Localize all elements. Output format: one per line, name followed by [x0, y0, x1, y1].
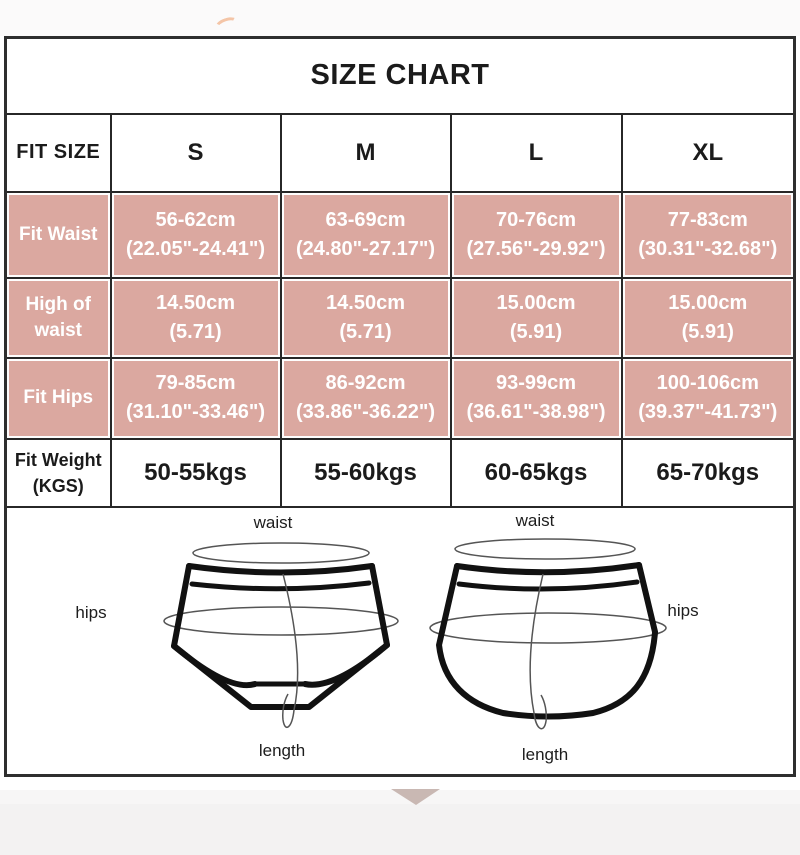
corner-fold-artifact	[391, 789, 440, 805]
cell-line-inch: (22.05"-24.41")	[125, 237, 266, 260]
fit-hips-cell-s	[111, 358, 281, 439]
left-hips-ellipse	[164, 607, 398, 635]
brief-style-panty-diagram	[164, 543, 398, 727]
chart-title: SIZE CHART	[6, 38, 795, 114]
cell-line-kgs: 65-70kgs	[656, 459, 760, 486]
fit-weight-cell-l	[451, 439, 622, 507]
cell-line-kgs: 50-55kgs	[144, 459, 247, 486]
cell-line-inch: (36.61"-38.98")	[466, 401, 606, 423]
fit-hips-cell-l	[451, 358, 622, 439]
high-of-waist-cell-m	[281, 278, 451, 358]
cell-line-inch: (39.37"-41.73")	[638, 401, 778, 423]
row-label: Fit Hips	[23, 387, 94, 408]
diagram-row	[6, 507, 795, 776]
size-header-s: S	[111, 114, 281, 192]
high-of-waist-cell-l	[451, 278, 622, 358]
cell-line-inch: (27.56"-29.92")	[466, 237, 606, 260]
boyshort-style-panty-diagram	[430, 539, 666, 729]
cell-line-cm: 14.50cm	[156, 291, 235, 314]
cell-line-cm: 63-69cm	[325, 208, 406, 231]
size-header-row	[6, 114, 795, 192]
cell-line-cm: 56-62cm	[155, 208, 236, 231]
cell-line-cm: 77-83cm	[667, 208, 748, 231]
size-chart-table	[4, 36, 796, 777]
fit-waist-cell-m	[281, 192, 451, 278]
right-waistband-top	[457, 565, 639, 572]
fit-waist-cell-xl	[622, 192, 795, 278]
measurement-diagram-cell	[6, 507, 795, 776]
fit-weight-row	[6, 439, 795, 507]
underwear-measurement-drawing	[7, 508, 793, 774]
high-of-waist-cell-xl	[622, 278, 795, 358]
cell-line-inch: (5.91)	[681, 320, 734, 343]
cell-line-inch: (5.91)	[509, 320, 563, 343]
fit-hips-label-cell	[6, 358, 111, 439]
fit-waist-cell-s	[111, 192, 281, 278]
cell-line-cm: 15.00cm	[668, 291, 748, 314]
fit-weight-cell-m	[281, 439, 451, 507]
left-waist-ellipse	[193, 543, 369, 563]
left-waistband-top	[189, 566, 372, 573]
high-of-waist-cell-s	[111, 278, 281, 358]
title-row	[6, 38, 795, 114]
fit-hips-cell-xl	[622, 358, 795, 439]
left-waistband-bottom	[192, 583, 369, 589]
cell-line-inch: (24.80"-27.17")	[295, 237, 436, 260]
cell-line-cm: 100-106cm	[656, 372, 759, 394]
cell-line-kgs: 55-60kgs	[314, 459, 417, 486]
cell-line-cm: 14.50cm	[326, 291, 405, 314]
row-label: Fit Waist	[19, 223, 98, 245]
cell-line-inch: (5.71)	[169, 320, 222, 343]
row-label: Fit Weight	[14, 449, 102, 470]
cell-line-cm: 86-92cm	[325, 372, 406, 394]
row-label: waist	[34, 319, 83, 341]
fit-hips-row	[6, 358, 795, 439]
cell-line-kgs: 60-65kgs	[484, 459, 588, 486]
size-header-m: M	[281, 114, 451, 192]
right-length-label: length	[521, 744, 569, 764]
size-header-xl: XL	[622, 114, 795, 192]
left-length-label: length	[258, 740, 306, 760]
row-label: High of	[25, 293, 91, 315]
fit-weight-cell-xl	[622, 439, 795, 507]
right-waist-ellipse	[455, 539, 635, 559]
right-hips-label: hips	[667, 600, 699, 620]
left-hips-label: hips	[75, 602, 107, 622]
top-margin-band	[0, 0, 800, 36]
cell-line-inch: (30.31"-32.68")	[638, 237, 778, 260]
row-label: (KGS)	[32, 475, 84, 496]
high-of-waist-row	[6, 278, 795, 358]
fit-weight-label-cell	[6, 439, 111, 507]
cell-line-cm: 70-76cm	[495, 208, 577, 231]
fit-size-header: FIT SIZE	[6, 114, 111, 192]
right-waist-label: waist	[515, 510, 555, 530]
fit-waist-label-cell	[6, 192, 111, 278]
right-waistband-bottom	[459, 582, 637, 589]
fit-hips-cell-m	[281, 358, 451, 439]
right-hips-ellipse	[430, 613, 666, 643]
fit-waist-cell-l	[451, 192, 622, 278]
cell-line-inch: (33.86"-36.22")	[295, 401, 436, 423]
size-header-l: L	[451, 114, 622, 192]
cell-line-inch: (5.71)	[339, 320, 392, 343]
measurement-diagrams	[7, 508, 793, 774]
high-of-waist-label-cell	[6, 278, 111, 358]
fit-waist-row	[6, 192, 795, 278]
cell-line-inch: (31.10"-33.46")	[125, 401, 266, 423]
left-waist-label: waist	[253, 512, 293, 532]
right-length-line	[530, 574, 546, 729]
cell-line-cm: 79-85cm	[155, 372, 236, 394]
cell-line-cm: 15.00cm	[496, 291, 576, 314]
fit-weight-cell-s	[111, 439, 281, 507]
cell-line-cm: 93-99cm	[495, 372, 577, 394]
